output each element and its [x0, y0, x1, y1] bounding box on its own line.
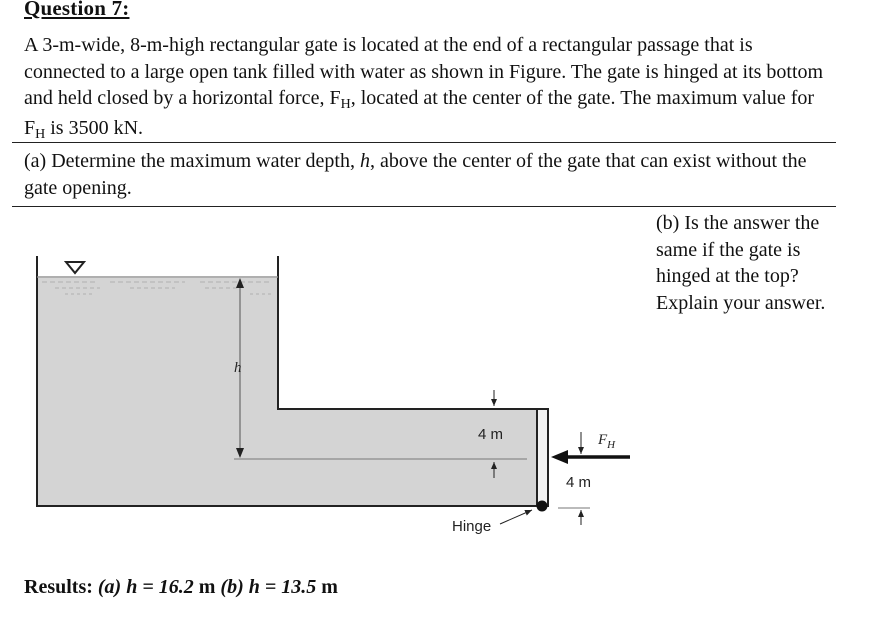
statement-text-3: is 3500 kN.	[45, 116, 144, 139]
question-title: Question 7:	[24, 0, 130, 20]
result-b-unit: m	[316, 576, 338, 598]
part-b-question: (b) Is the answer the same if the gate is hinged at the top? Explain your answer.	[656, 212, 826, 314]
force-arrowhead-icon	[551, 450, 568, 464]
statement-subscript-2: H	[35, 126, 46, 142]
part-a-variable: h	[360, 150, 370, 172]
result-a-prefix: (a)	[97, 576, 127, 598]
results-label: Results:	[24, 576, 93, 598]
problem-statement	[24, 32, 824, 144]
hinge-pin	[537, 501, 548, 512]
part-a-text-1: (a) Determine the maximum water depth,	[24, 150, 360, 172]
divider-bottom	[12, 206, 836, 207]
force-label	[597, 432, 616, 451]
lower-4m-label: 4 m	[566, 474, 592, 491]
tank-wall-inner	[278, 256, 537, 409]
water-body	[37, 276, 537, 506]
gate	[537, 409, 548, 506]
force-label-sub: H	[607, 439, 616, 451]
statement-text-2: , located at the center of the gate. The maximum value for F	[24, 87, 815, 139]
result-a-unit: m	[193, 576, 221, 598]
result-b-equation: h = 13.5	[248, 576, 317, 598]
result-b-prefix: (b)	[220, 576, 249, 598]
statement-subscript-1: H	[340, 97, 351, 112]
divider-top	[12, 142, 836, 143]
hinge-label: Hinge	[452, 518, 492, 535]
part-a-question	[24, 148, 824, 201]
upper-4m-label: 4 m	[478, 426, 504, 443]
hinge-pointer-arrow	[500, 510, 532, 524]
results-line	[24, 576, 338, 599]
h-label: h	[234, 360, 242, 376]
result-a-equation: h = 16.2	[126, 576, 194, 598]
force-label-main: F	[598, 432, 608, 448]
part-a-text-2: , above the center of the gate that can exist without the gate opening.	[24, 150, 807, 199]
gate-figure	[0, 210, 660, 535]
surface-symbol-icon	[66, 262, 84, 273]
statement-text-1: A 3-m-wide, 8-m-high rectangular gate is located at the end of a rectangular passage that is connected to a large open tank filled with water as shown in Figure. The gate is hinged at its bottom and held closed by a horizontal force, F	[24, 34, 824, 109]
